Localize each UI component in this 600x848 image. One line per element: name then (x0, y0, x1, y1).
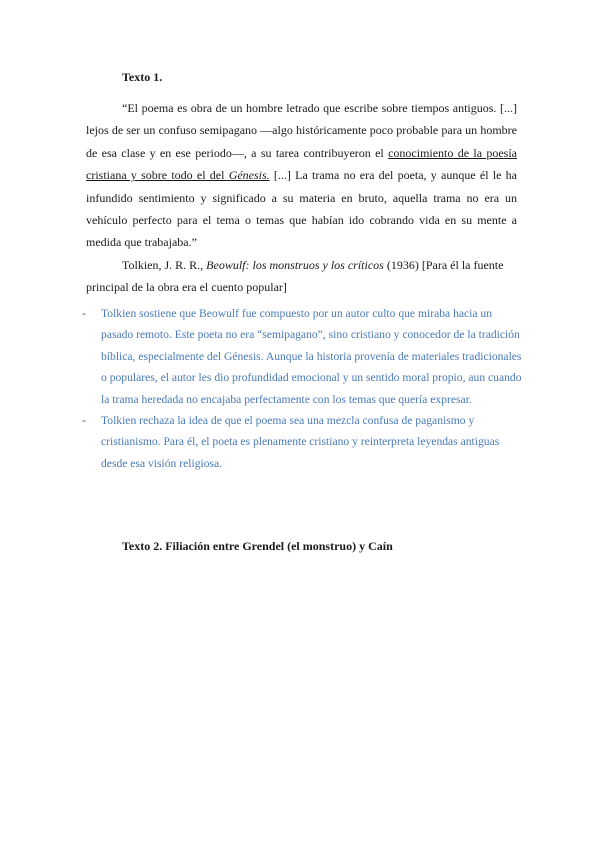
answer-bullet-1 (82, 303, 522, 410)
answer-bullet-list (82, 303, 522, 474)
citation-author: Tolkien, J. R. R., (122, 258, 207, 272)
text1-heading: Texto 1. (122, 70, 163, 84)
citation-title: Beowulf: los monstruos y los críticos (206, 258, 384, 272)
text1-quote (86, 97, 517, 254)
quote-part-b: [...] La trama no era del poeta, y aunque él le ha infundido sentimiento y significado a su materia en bruto, aquella trama no era un vehículo perfecto para el tema o temas que habían ido cobrando vida en su mente a medida que trabajaba.” (86, 168, 518, 250)
bullet-dash: - (82, 307, 86, 320)
text1-citation (86, 254, 517, 298)
text2-heading: Texto 2. Filiación entre Grendel (el monstruo) y Caín (122, 539, 393, 553)
bullet-text: Tolkien sostiene que Beowulf fue compuesto por un autor culto que miraba hacia un pasado remoto. Este poeta no era “semipagano”, sino cristiano y conocedor de la tradición bíblica, especialmente del Génesis. Aunque la historia provenía de materiales tradicionales o populares, el autor les dio profundidad emocional y un sentido moral propio, aun cuando la trama heredada no encajaba perfectamente con los temas que quería expresar. (101, 307, 522, 406)
answer-bullet-2 (82, 410, 522, 474)
quote-underlined-1: conocimiento de la poesía cristiana y sobre todo el del (86, 145, 517, 183)
bullet-text: Tolkien rechaza la idea de que el poema sea una mezcla confusa de paganismo y cristianismo. Para él, el poeta es plenamente cristiano y reinterpreta leyendas antiguas desde esa visión religiosa. (101, 414, 500, 470)
citation-rest: (1936) [Para él la fuente principal de la obra era el cuento popular] (86, 258, 504, 294)
bullet-dash: - (82, 414, 86, 428)
quote-part-a: “El poema es obra de un hombre letrado que escribe sobre tiempos antiguos. [...] lejos de ser un confuso semipagano —algo históricamente poco probable para un hombre de esa clase y en ese periodo—, a su tarea contribuyeron el (86, 101, 517, 160)
quote-underlined-genesis: Génesis. (228, 168, 270, 183)
